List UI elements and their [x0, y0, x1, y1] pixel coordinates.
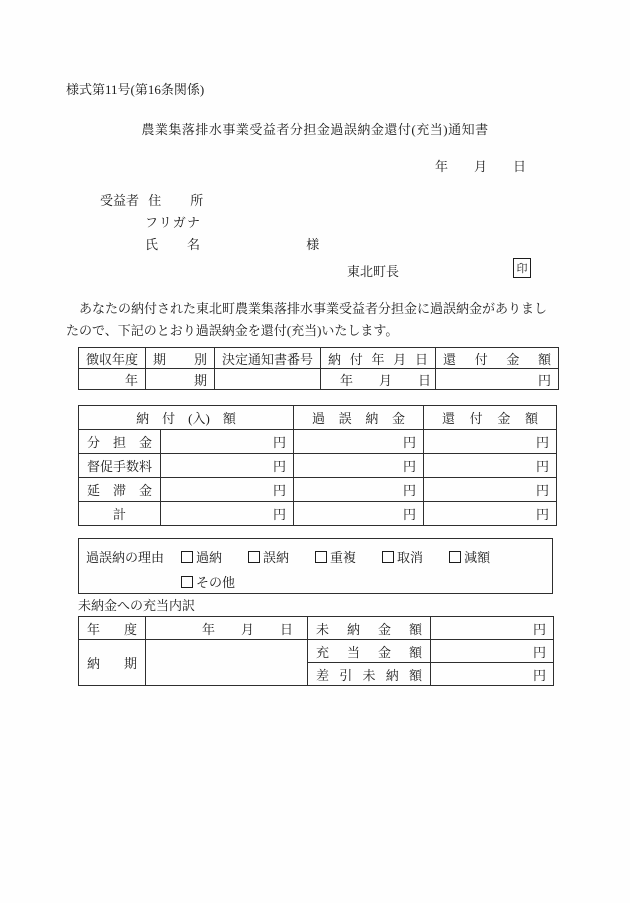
cell-total-paid: 円 — [161, 502, 294, 526]
reason-option-reduced — [449, 547, 490, 566]
amounts-row-total — [79, 502, 557, 526]
allocation-row-1 — [79, 617, 554, 640]
row-label-share: 分担金 — [79, 430, 161, 454]
checkbox-overpaid[interactable] — [181, 551, 193, 563]
recipient-role-label: 受益者 — [100, 193, 140, 208]
reason-option-overpaid — [181, 547, 222, 566]
amounts-row-reminder-fee — [79, 454, 557, 478]
reason-row-1 — [86, 547, 552, 566]
cell-unpaid-amount: 円 — [431, 617, 554, 640]
seal-box — [513, 258, 531, 278]
checkbox-cancelled[interactable] — [382, 551, 394, 563]
cell-late-refund: 円 — [424, 478, 557, 502]
allocation-table — [78, 616, 554, 686]
reason-options — [181, 547, 490, 566]
recipient-address-row — [100, 190, 319, 212]
checkbox-other[interactable] — [181, 576, 193, 588]
recipient-block — [100, 190, 319, 256]
checkbox-mispaid-label: 誤納 — [263, 550, 290, 565]
refund-summary-table — [78, 347, 559, 390]
reason-option-cancelled — [382, 547, 423, 566]
header-refund-amount: 還付金額 — [436, 348, 559, 369]
amounts-table — [78, 405, 557, 526]
address-label: 住所 — [148, 193, 204, 208]
header-overpaid-amount: 過誤納金 — [294, 406, 424, 430]
cell-share-refund: 円 — [424, 430, 557, 454]
cell-total-overpaid: 円 — [294, 502, 424, 526]
checkbox-reduced-label: 減額 — [464, 550, 491, 565]
cell-collection-year: 年 — [79, 369, 146, 390]
cell-late-paid: 円 — [161, 478, 294, 502]
refund-summary-header-row — [79, 348, 559, 369]
cell-payment-period-label: 納期 — [79, 640, 146, 686]
reason-label: 過誤納の理由 — [86, 550, 165, 565]
header-collection-year: 徴収年度 — [79, 348, 146, 369]
seal-mark: 印 — [516, 263, 528, 275]
cell-late-overpaid: 円 — [294, 478, 424, 502]
cell-share-paid: 円 — [161, 430, 294, 454]
cell-refund-amount: 円 — [436, 369, 559, 390]
row-label-reminder-fee: 督促手数料 — [79, 454, 161, 478]
checkbox-cancelled-label: 取消 — [397, 550, 424, 565]
cell-share-overpaid: 円 — [294, 430, 424, 454]
checkbox-reduced[interactable] — [449, 551, 461, 563]
header-notice-number: 決定通知書番号 — [215, 348, 321, 369]
checkbox-mispaid[interactable] — [248, 551, 260, 563]
reason-row-2 — [181, 572, 552, 591]
cell-allocation-date: 年 月 日 — [146, 617, 308, 640]
allocation-row-2 — [79, 640, 554, 663]
cell-reminder-paid: 円 — [161, 454, 294, 478]
cell-reminder-refund: 円 — [424, 454, 557, 478]
amounts-header-row — [79, 406, 557, 430]
checkbox-overpaid-label: 過納 — [196, 550, 223, 565]
checkbox-duplicate[interactable] — [315, 551, 327, 563]
cell-unpaid-label: 未納金額 — [308, 617, 431, 640]
body-paragraph: あなたの納付された東北町農業集落排水事業受益者分担金に過誤納金がありましたので、下記のとおり過誤納金を還付(充当)いたします。 — [66, 301, 548, 338]
reason-option-duplicate — [315, 547, 356, 566]
furigana-label: フリガナ — [145, 215, 200, 230]
cell-payment-date: 年 月 日 — [321, 369, 436, 390]
row-label-total: 計 — [79, 502, 161, 526]
checkbox-other-label: その他 — [196, 575, 236, 590]
cell-year-label: 年度 — [79, 617, 146, 640]
recipient-name-row — [100, 234, 319, 256]
cell-applied-label: 充当金額 — [308, 640, 431, 663]
cell-total-refund: 円 — [424, 502, 557, 526]
issuer-name: 東北町長 — [347, 264, 400, 279]
cell-balance-label: 差引未納額 — [308, 663, 431, 686]
reason-option-mispaid — [248, 547, 289, 566]
form-number: 様式第11号(第16条関係) — [66, 82, 205, 97]
amounts-row-share — [79, 430, 557, 454]
honorific-label: 様 — [306, 237, 320, 252]
cell-payment-period-value — [146, 640, 308, 686]
overpayment-reason-box — [78, 538, 553, 594]
row-label-late-fee: 延滞金 — [79, 478, 161, 502]
reason-option-other — [181, 572, 235, 591]
page-title: 農業集落排水事業受益者分担金過誤納金還付(充当)通知書 — [141, 122, 489, 137]
refund-summary-data-row — [79, 369, 559, 390]
date-line: 年 月 日 — [434, 159, 526, 174]
cell-notice-number — [215, 369, 321, 390]
allocation-caption: 未納金への充当内訳 — [78, 598, 196, 613]
recipient-furigana-row — [100, 212, 319, 234]
cell-reminder-overpaid: 円 — [294, 454, 424, 478]
header-paid-amount: 納 付 (入) 額 — [79, 406, 294, 430]
header-refund-amount2: 還付金額 — [424, 406, 557, 430]
header-payment-date: 納付年月日 — [321, 348, 436, 369]
cell-period: 期 — [146, 369, 215, 390]
cell-balance-amount: 円 — [431, 663, 554, 686]
checkbox-duplicate-label: 重複 — [330, 550, 357, 565]
amounts-row-late-fee — [79, 478, 557, 502]
header-period: 期別 — [146, 348, 215, 369]
name-label: 氏名 — [145, 237, 200, 252]
cell-applied-amount: 円 — [431, 640, 554, 663]
